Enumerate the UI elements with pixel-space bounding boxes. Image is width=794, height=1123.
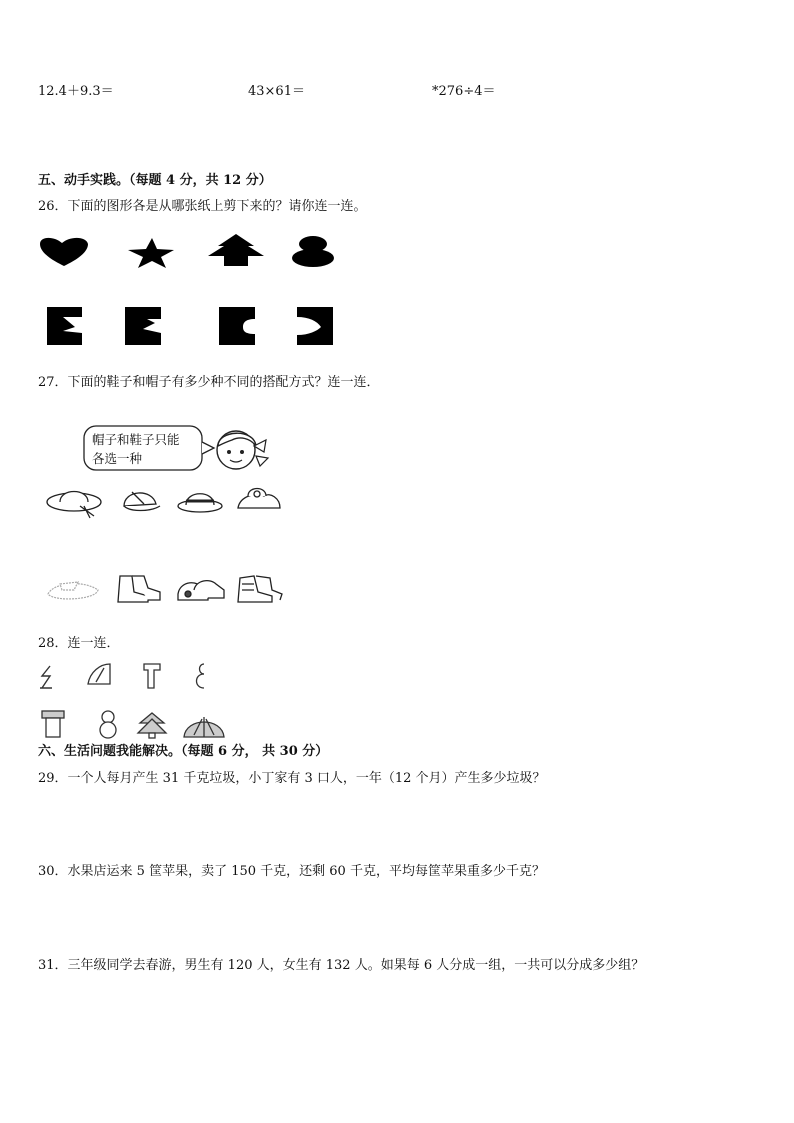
fedora-icon (178, 494, 222, 512)
umbrella-icon (184, 717, 224, 737)
half-snowman-icon (197, 664, 205, 688)
paper-sheets-row (47, 307, 337, 347)
heart-shape-icon (40, 238, 88, 266)
gourd-shape-icon (292, 236, 334, 267)
calc-item-2: 43×61＝ (248, 84, 305, 99)
calc-item-1: 12.4＋9.3＝ (38, 84, 114, 99)
cap-icon (124, 492, 160, 511)
paper-sheet-3-icon (219, 307, 255, 345)
question-28: 28．连一连． (38, 636, 120, 651)
high-tops-icon (238, 576, 282, 602)
question-31: 31．三年级同学去春游，男生有 120 人，女生有 132 人。如果每 6 人分成一组，一共可以分成多少组？ (38, 958, 645, 973)
question-30: 30．水果店运来 5 筐苹果，卖了 150 千克，还剩 60 千克，平均每筐苹果重多少千克？ (38, 864, 545, 879)
half-lightning-icon (40, 666, 52, 688)
question-27: 27．下面的鞋子和帽子有多少种不同的搭配方式？连一连． (38, 375, 380, 390)
tree-shape-icon (208, 234, 264, 266)
sun-hat-icon (47, 492, 101, 519)
section-6-heading: 六、生活问题我能解决。（每题 6 分， 共 30 分） (38, 744, 329, 759)
section-5-heading: 五、动手实践。（每题 4 分，共 12 分） (38, 173, 272, 188)
speech-line-2: 各选一种 (92, 451, 143, 466)
whole-shapes-row (38, 709, 238, 739)
paper-sheet-4-icon (297, 307, 333, 345)
paper-sheet-2-icon (125, 307, 161, 345)
shoes-row (44, 570, 284, 606)
snowman-icon (100, 711, 116, 738)
girl-face-icon (210, 422, 272, 478)
question-26: 26．下面的图形各是从哪张纸上剪下来的？请你连一连。 (38, 199, 367, 214)
hats-row (44, 482, 284, 520)
half-shapes-row (38, 662, 218, 692)
bonnet-icon (238, 489, 280, 509)
half-house-icon (144, 664, 160, 688)
slipper-icon (48, 582, 98, 599)
star-shape-icon (128, 238, 174, 268)
cutout-shapes-row (36, 234, 366, 270)
boots-icon (118, 576, 160, 602)
house-icon (42, 711, 64, 737)
tree-icon (138, 713, 166, 738)
half-umbrella-icon (88, 664, 110, 684)
paper-sheet-1-icon (47, 307, 82, 345)
speech-line-1: 帽子和鞋子只能 (92, 432, 180, 447)
question-29: 29．一个人每月产生 31 千克垃圾，小丁家有 3 口人，一年（12 个月）产生多少垃圾？ (38, 771, 546, 786)
sneakers-icon (178, 581, 224, 600)
calc-item-3: *276÷4＝ (432, 84, 496, 99)
